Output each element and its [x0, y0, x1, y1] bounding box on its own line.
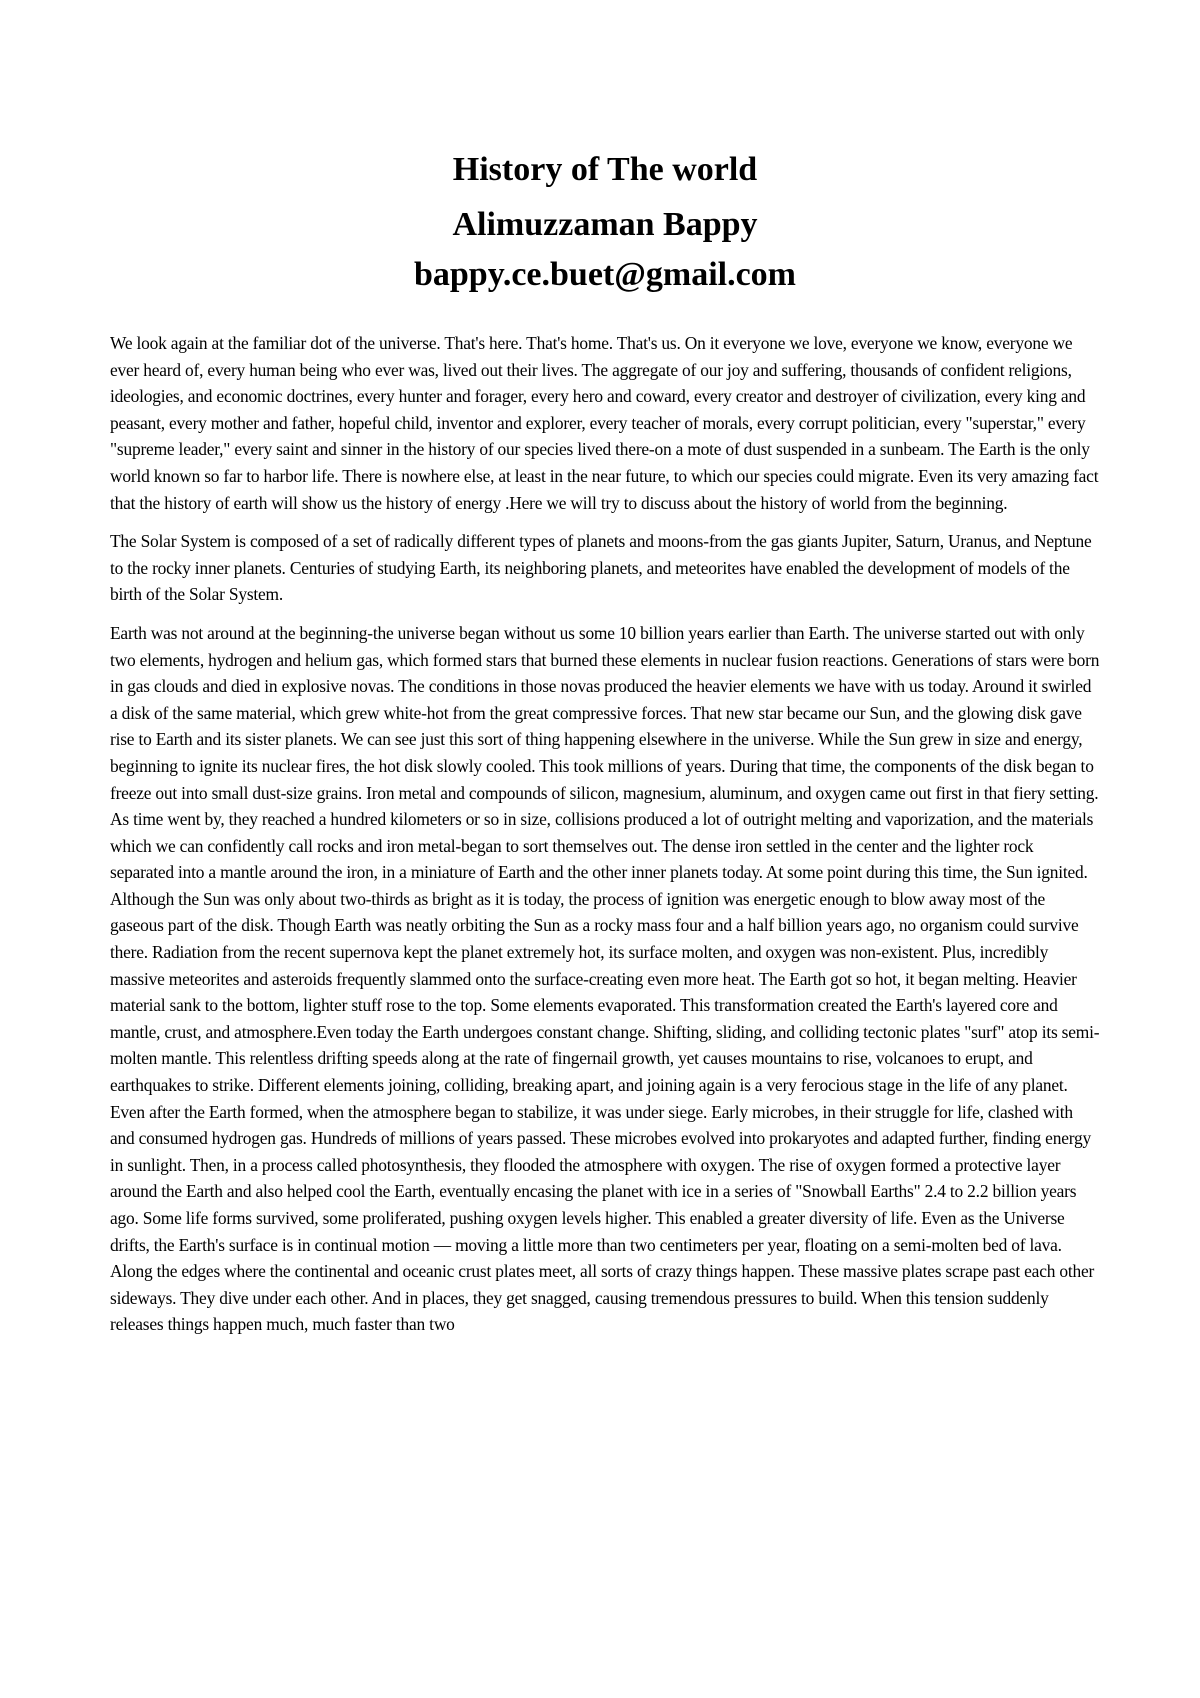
paragraph-solar-system: The Solar System is composed of a set of radically different types of planets and moons-from the gas giants Jupiter, Saturn, Uranus, and Neptune to the rocky inner planets. Centuries of studying Earth, its neighboring planets, and meteorites have enabled the development of models of the birth of the Solar System. — [110, 531, 1092, 605]
paragraph-intro: We look again at the familiar dot of the universe. That's here. That's home. That's us. On it everyone we love, everyone we know, everyone we ever heard of, every human being who ever was, lived out their lives. The aggregate of our joy and suffering, thousands of confident religions, ideologies, and economic doctrines, every hunter and forager, every hero and coward, every creator and destroyer of civilization, every king and peasant, every mother and father, hopeful child, inventor and explorer, every teacher of morals, every corrupt politician, every "superstar," every "supreme leader," every saint and sinner in the history of our species lived there-on a mote of dust suspended in a sunbeam. The Earth is the only world known so far to harbor life. There is nowhere else, at least in the near future, to which our species could migrate. Even its very amazing fact that the history of earth will show us the history of energy .Here we will try to discuss about the history of world from the beginning. — [110, 333, 1099, 513]
document-body — [110, 330, 1100, 1350]
author-name: Alimuzzaman Bappy — [452, 206, 758, 243]
author-email: bappy.ce.buet@gmail.com — [413, 256, 797, 293]
document-header — [110, 140, 1100, 300]
paragraph-earth-formation: Earth was not around at the beginning-the universe began without us some 10 billion years earlier than Earth. The universe started out with only two elements, hydrogen and helium gas, which formed stars that burned these elements in nuclear fusion reactions. Generations of stars were born in gas clouds and died in explosive novas. The conditions in those novas produced the heavier elements we have with us today. Around it swirled a disk of the same material, which grew white-hot from the great compressive forces. That new star became our Sun, and the glowing disk gave rise to Earth and its sister planets. We can see just this sort of thing happening elsewhere in the universe. While the Sun grew in size and energy, beginning to ignite its nuclear fires, the hot disk slowly cooled. This took millions of years. During that time, the components of the disk began to freeze out into small dust-size grains. Iron metal and compounds of silicon, magnesium, aluminum, and oxygen came out first in that fiery setting. As time went by, they reached a hundred kilometers or so in size, collisions produced a lot of outright melting and vaporization, and the materials which we can confidently call rocks and iron metal-began to sort themselves out. The dense iron settled in the center and the lighter rock separated into a mantle around the iron, in a miniature of Earth and the other inner planets today. At some point during this time, the Sun ignited. Although the Sun was only about two-thirds as bright as it is today, the process of ignition was energetic enough to blow away most of the gaseous part of the disk. Though Earth was neatly orbiting the Sun as a rocky mass four and a half billion years ago, no organism could survive there. Radiation from the recent supernova kept the planet extremely hot, its surface molten, and oxygen was non-existent. Plus, incredibly massive meteorites and asteroids frequently slammed onto the surface-creating even more heat. The Earth got so hot, it began melting. Heavier material sank to the bottom, lighter stuff rose to the top. Some elements evaporated. This transformation created the Earth's layered core and mantle, crust, and atmosphere.Even today the Earth undergoes constant change. Shifting, sliding, and colliding tectonic plates "surf" atop its semi-molten mantle. This relentless drifting speeds along at the rate of fingernail growth, yet causes mountains to rise, volcanoes to erupt, and earthquakes to strike. Different elements joining, colliding, breaking apart, and joining again is a very ferocious stage in the life of any planet. Even after the Earth formed, when the atmosphere began to stabilize, it was under siege. Early microbes, in their struggle for life, clashed with and consumed hydrogen gas. Hundreds of millions of years passed. These microbes evolved into prokaryotes and adapted further, finding energy in sunlight. Then, in a process called photosynthesis, they flooded the atmosphere with oxygen. The rise of oxygen formed a protective layer around the Earth and also helped cool the Earth, eventually encasing the planet with ice in a series of "Snowball Earths" 2.4 to 2.2 billion years ago. Some life forms survived, some proliferated, pushing oxygen levels higher. This enabled a greater diversity of life. Even as the Universe drifts, the Earth's surface is in continual motion — moving a little more than two centimeters per year, floating on a semi-molten bed of lava. Along the edges where the continental and oceanic crust plates meet, all sorts of crazy things happen. These massive plates scrape past each other sideways. They dive under each other. And in places, they get snagged, causing tremendous pressures to build. When this tension suddenly releases things happen much, much faster than two — [110, 622, 1100, 1335]
document-title: History of The world — [452, 151, 758, 188]
